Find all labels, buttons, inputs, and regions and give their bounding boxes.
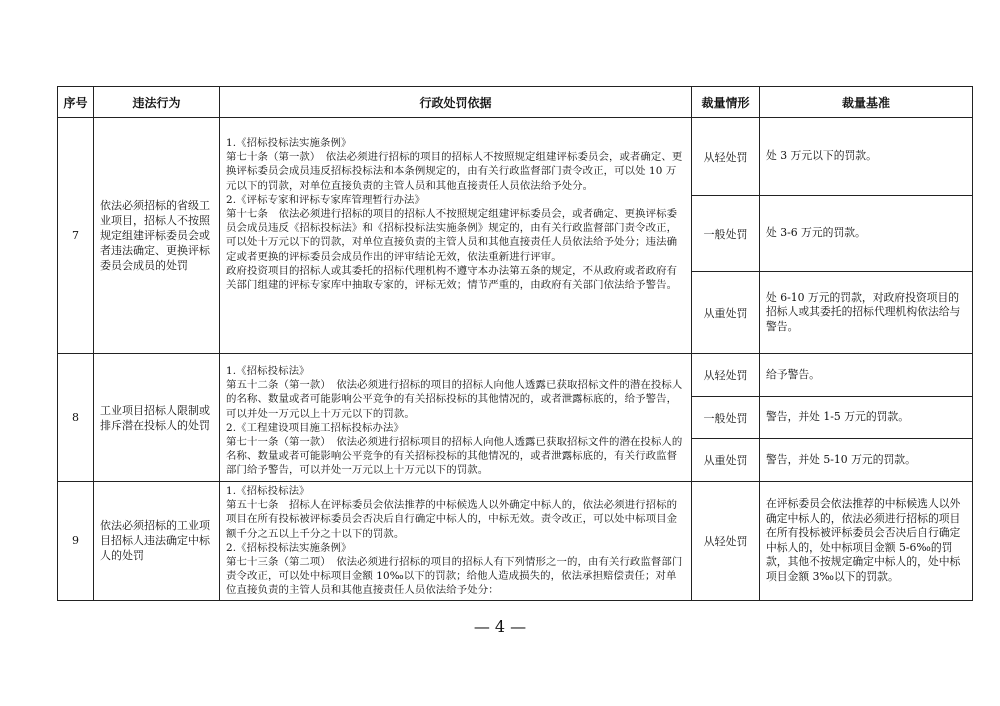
header-standard: 裁量基准: [760, 87, 973, 118]
basis-line: 2.《工程建设项目施工招标投标办法》: [226, 421, 404, 434]
discretion-situation: 从重处罚: [692, 439, 760, 482]
basis-line: 政府投资项目的招标人或其委托的招标代理机构不遵守本办法第五条的规定，不从政府或者政府有关部门组建的评标专家库中抽取专家的，评标无效；情节严重的，由政府有关部门依法给予警告。: [226, 264, 678, 292]
discretion-situation: 从重处罚: [692, 272, 760, 354]
basis-line: 2.《评标专家和评标专家库管理暂行办法》: [226, 193, 425, 206]
row-number: 8: [58, 354, 94, 482]
basis-line: 第五十二条（第一款） 依法必须进行招标的项目的招标人向他人透露已获取招标文件的潜在投标人的名称、数量或者可能影响公平竞争的有关招标投标的其他情况的，或者泄露标底的，给予警告，可以并处一万元以上十万元以下的罚款。: [226, 379, 683, 420]
penalty-basis: [220, 118, 692, 354]
basis-line: 第七十条（第一款） 依法必须进行招标的项目的招标人不按照规定组建评标委员会，或者确定、更换评标委员会成员违反招标投标法和本条例规定的，由有关行政监督部门责令改正，可以处 10 万元以下的罚款，对单位直接负责的主管人员和其他直接责任人员依法给予处分。: [226, 151, 683, 192]
basis-line: 1.《招标投标法实施条例》: [226, 137, 352, 149]
discretion-standard: 给予警告。: [760, 354, 973, 397]
discretion-situation: 一般处罚: [692, 397, 760, 439]
discretion-situation: 从轻处罚: [692, 482, 760, 601]
discretion-situation: 从轻处罚: [692, 354, 760, 397]
discretion-standard: 处 3 万元以下的罚款。: [760, 118, 973, 196]
penalty-basis: [220, 482, 692, 601]
discretion-standard: 警告，并处 1-5 万元的罚款。: [760, 397, 973, 439]
discretion-situation: 从轻处罚: [692, 118, 760, 196]
header-act: 违法行为: [94, 87, 220, 118]
row-number: 7: [58, 118, 94, 354]
page-number: — 4 —: [473, 617, 527, 636]
table-row: [58, 482, 973, 601]
row-number: 9: [58, 482, 94, 601]
penalty-table: [57, 86, 973, 601]
discretion-standard: 处 3-6 万元的罚款。: [760, 196, 973, 272]
violation-act: 依法必须招标的工业项目招标人违法确定中标人的处罚: [94, 482, 220, 601]
table-row: [58, 354, 973, 397]
discretion-situation: 一般处罚: [692, 196, 760, 272]
violation-act: 依法必须招标的省级工业项目，招标人不按照规定组建评标委员会或者违法确定、更换评标委员会成员的处罚: [94, 118, 220, 354]
header-basis: 行政处罚依据: [220, 87, 692, 118]
basis-line: 第七十一条（第一款） 依法必须进行招标项目的招标人向他人透露已获取招标文件的潜在投标人的名称、数量或者可能影响公平竞争的有关招标投标的其他情况的，或者泄露标底的，有关行政监督部门给予警告，可以并处一万元以上十万元以下的罚款。: [226, 436, 683, 477]
basis-line: 2.《招标投标法实施条例》: [226, 541, 352, 554]
basis-line: 第七十三条（第二项） 依法必须进行招标的项目的招标人有下列情形之一的，由有关行政监督部门责令改正，可以处中标项目金额 10‰以下的罚款；给他人造成损失的，依法承担赔偿责任；对单位直接负责的主管人员和其他直接责任人员依法给予处分：: [226, 556, 683, 597]
violation-act: 工业项目招标人限制或排斥潜在投标人的处罚: [94, 354, 220, 482]
header-no: 序号: [58, 87, 94, 118]
header-row: [58, 87, 973, 118]
discretion-standard: 处 6-10 万元的罚款，对政府投资项目的招标人或其委托的招标代理机构依法给与警告。: [760, 272, 973, 354]
basis-line: 第五十七条 招标人在评标委员会依法推荐的中标候选人以外确定中标人的，依法必须进行招标的项目在所有投标被评标委员会否决后自行确定中标人的，中标无效。责令改正，可以处中标项目金额千分之五以上千分之十以下的罚款。: [226, 499, 678, 540]
basis-line: 1.《招标投标法》: [226, 365, 310, 377]
discretion-standard: 在评标委员会依法推荐的中标候选人以外确定中标人的，依法必须进行招标的项目在所有投标被评标委员会否决后自行确定中标人的，处中标项目金额 5-6‰的罚款，其他不按规定确定中标人的，处中标项目金额 3‰以下的罚款。: [760, 482, 973, 601]
header-situation: 裁量情形: [692, 87, 760, 118]
basis-line: 第十七条 依法必须进行招标的项目的招标人不按照规定组建评标委员会，或者确定、更换评标委员会成员违反《招标投标法》和《招标投标法实施条例》规定的，由有关行政监督部门责令改正，可以处十万元以下的罚款，对单位直接负责的主管人员和其他直接责任人员依法给予处分；违法确定或者更换的评标委员会成员作出的评审结论无效，依法重新进行评审。: [226, 208, 678, 263]
basis-line: 1.《招标投标法》: [226, 485, 310, 497]
penalty-basis: [220, 354, 692, 482]
table-row: [58, 118, 973, 196]
discretion-standard: 警告，并处 5-10 万元的罚款。: [760, 439, 973, 482]
